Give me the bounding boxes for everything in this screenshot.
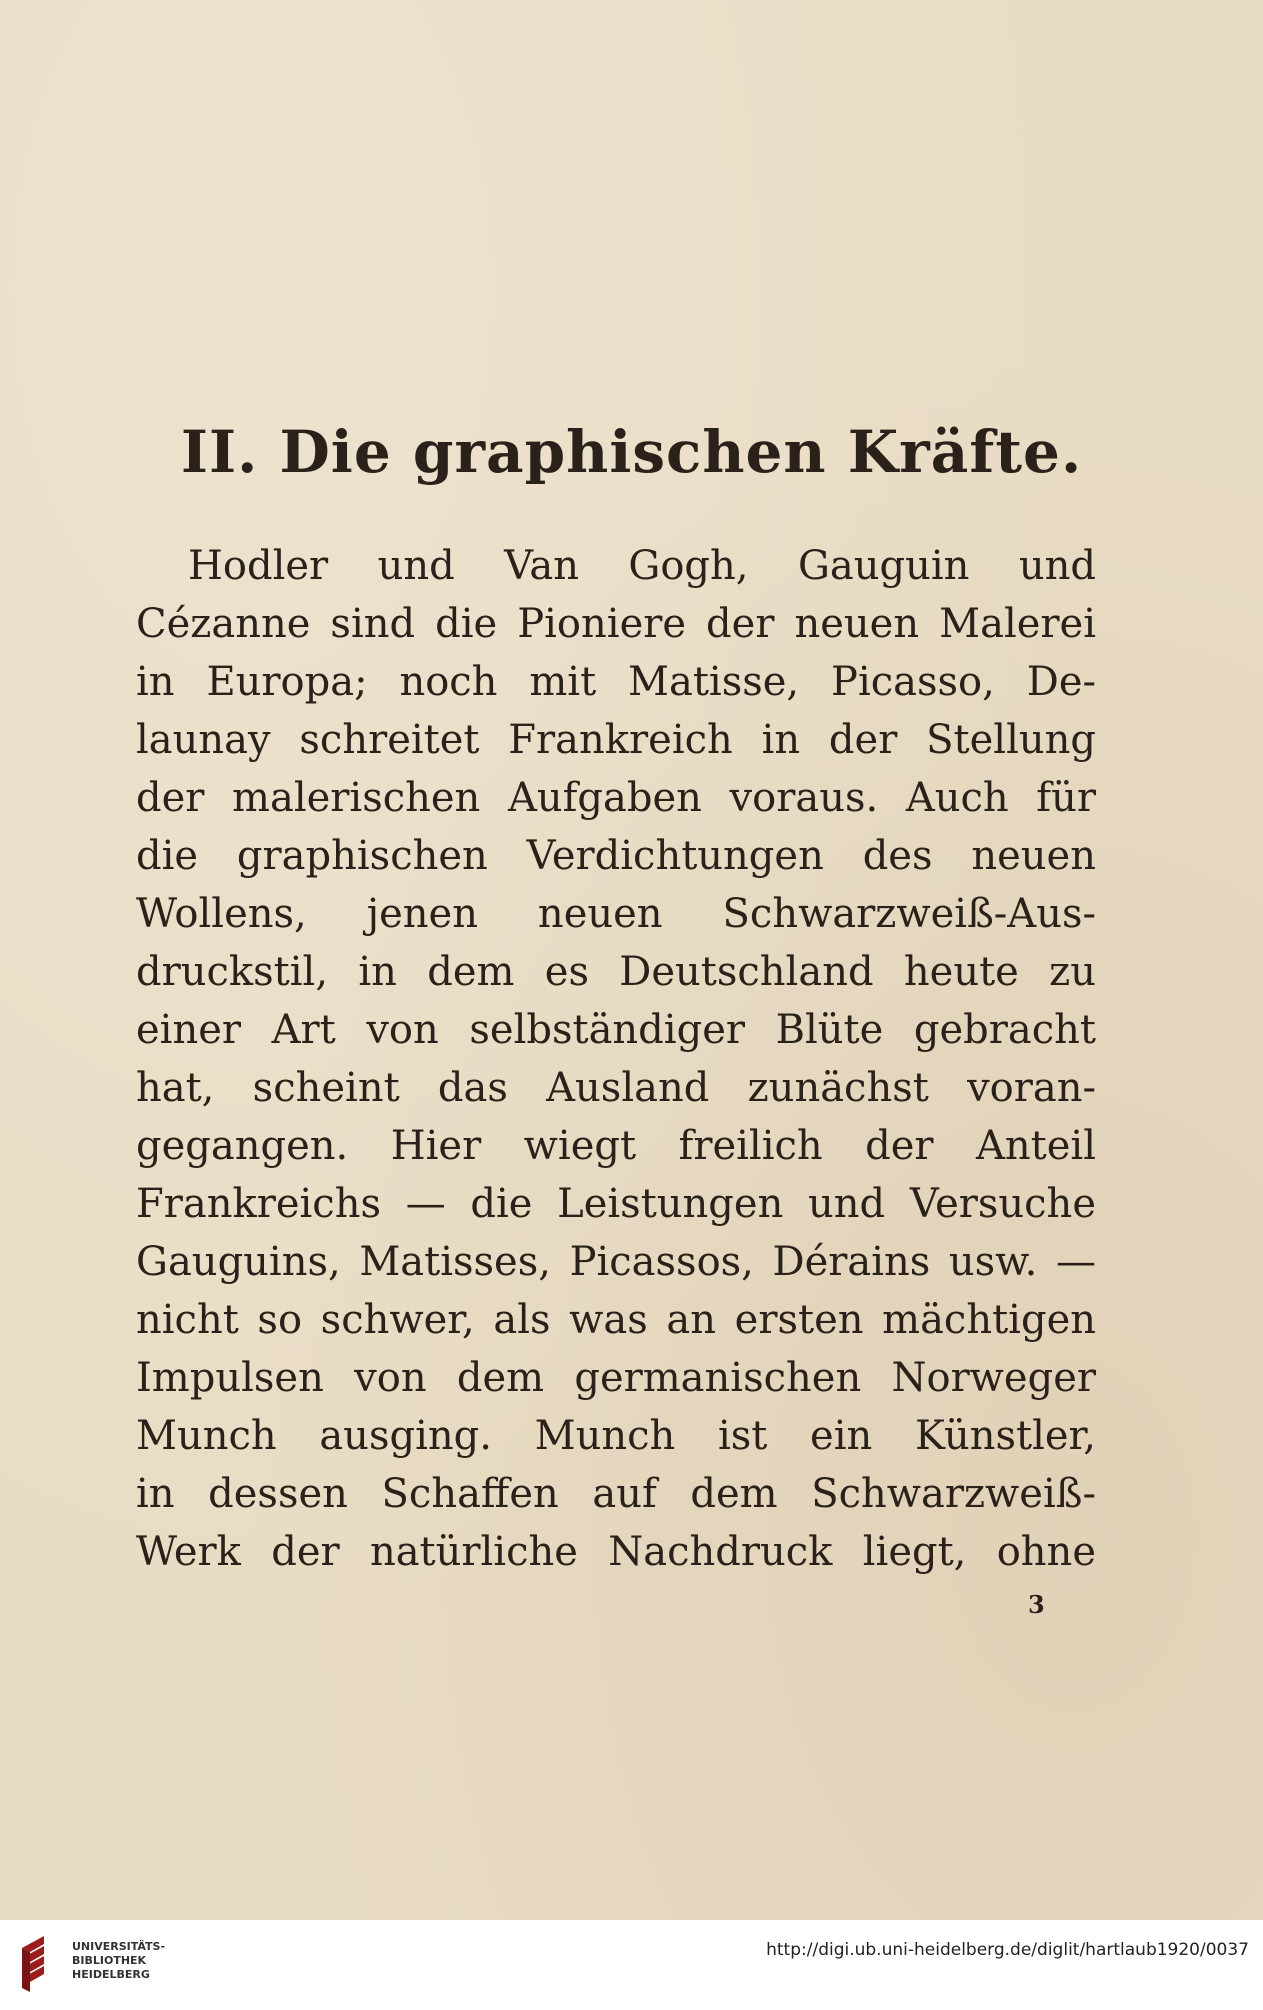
- text-line: hat, scheint das Ausland zunächst voran-: [136, 1065, 1096, 1111]
- text-line: Wollens, jenen neuen Schwarzweiß-Aus-: [136, 891, 1096, 937]
- library-logo-icon: [16, 1934, 64, 1994]
- page-number: 3: [1028, 1590, 1045, 1619]
- text-line: Impulsen von dem germanischen Norweger: [136, 1355, 1096, 1401]
- text-line: Gauguins, Matisses, Picassos, Dérains usw. —: [136, 1239, 1096, 1285]
- text-line: in dessen Schaffen auf dem Schwarzweiß-: [136, 1471, 1096, 1517]
- text-line: einer Art von selbständiger Blüte gebracht: [136, 1007, 1096, 1053]
- text-line: die graphischen Verdichtungen des neuen: [136, 833, 1096, 879]
- source-url-link[interactable]: http://digi.ub.uni-heidelberg.de/diglit/hartlaub1920/0037: [766, 1940, 1249, 1960]
- body-text: [136, 537, 1096, 1581]
- text-line: in Europa; noch mit Matisse, Picasso, De-: [136, 659, 1096, 705]
- text-line: gegangen. Hier wiegt freilich der Anteil: [136, 1123, 1096, 1169]
- text-line: Hodler und Van Gogh, Gauguin und: [188, 543, 1096, 589]
- text-line: Munch ausging. Munch ist ein Künstler,: [136, 1413, 1096, 1459]
- library-name-line: BIBLIOTHEK: [72, 1954, 147, 1967]
- text-line: druckstil, in dem es Deutschland heute zu: [136, 949, 1096, 995]
- library-name-line: HEIDELBERG: [72, 1968, 150, 1981]
- footer: [0, 1920, 1263, 2010]
- text-line: nicht so schwer, als was an ersten mächtigen: [136, 1297, 1096, 1343]
- text-line: Werk der natürliche Nachdruck liegt, ohne: [136, 1529, 1096, 1575]
- chapter-title: II. Die graphischen Kräfte.: [180, 418, 1083, 486]
- text-line: launay schreitet Frankreich in der Stellung: [136, 717, 1096, 763]
- text-line: Frankreichs — die Leistungen und Versuche: [136, 1181, 1096, 1227]
- text-line: der malerischen Aufgaben voraus. Auch für: [136, 775, 1096, 821]
- library-name: [72, 1940, 165, 1982]
- text-line: Cézanne sind die Pioniere der neuen Malerei: [136, 601, 1096, 647]
- library-name-line: UNIVERSITÄTS-: [72, 1940, 166, 1953]
